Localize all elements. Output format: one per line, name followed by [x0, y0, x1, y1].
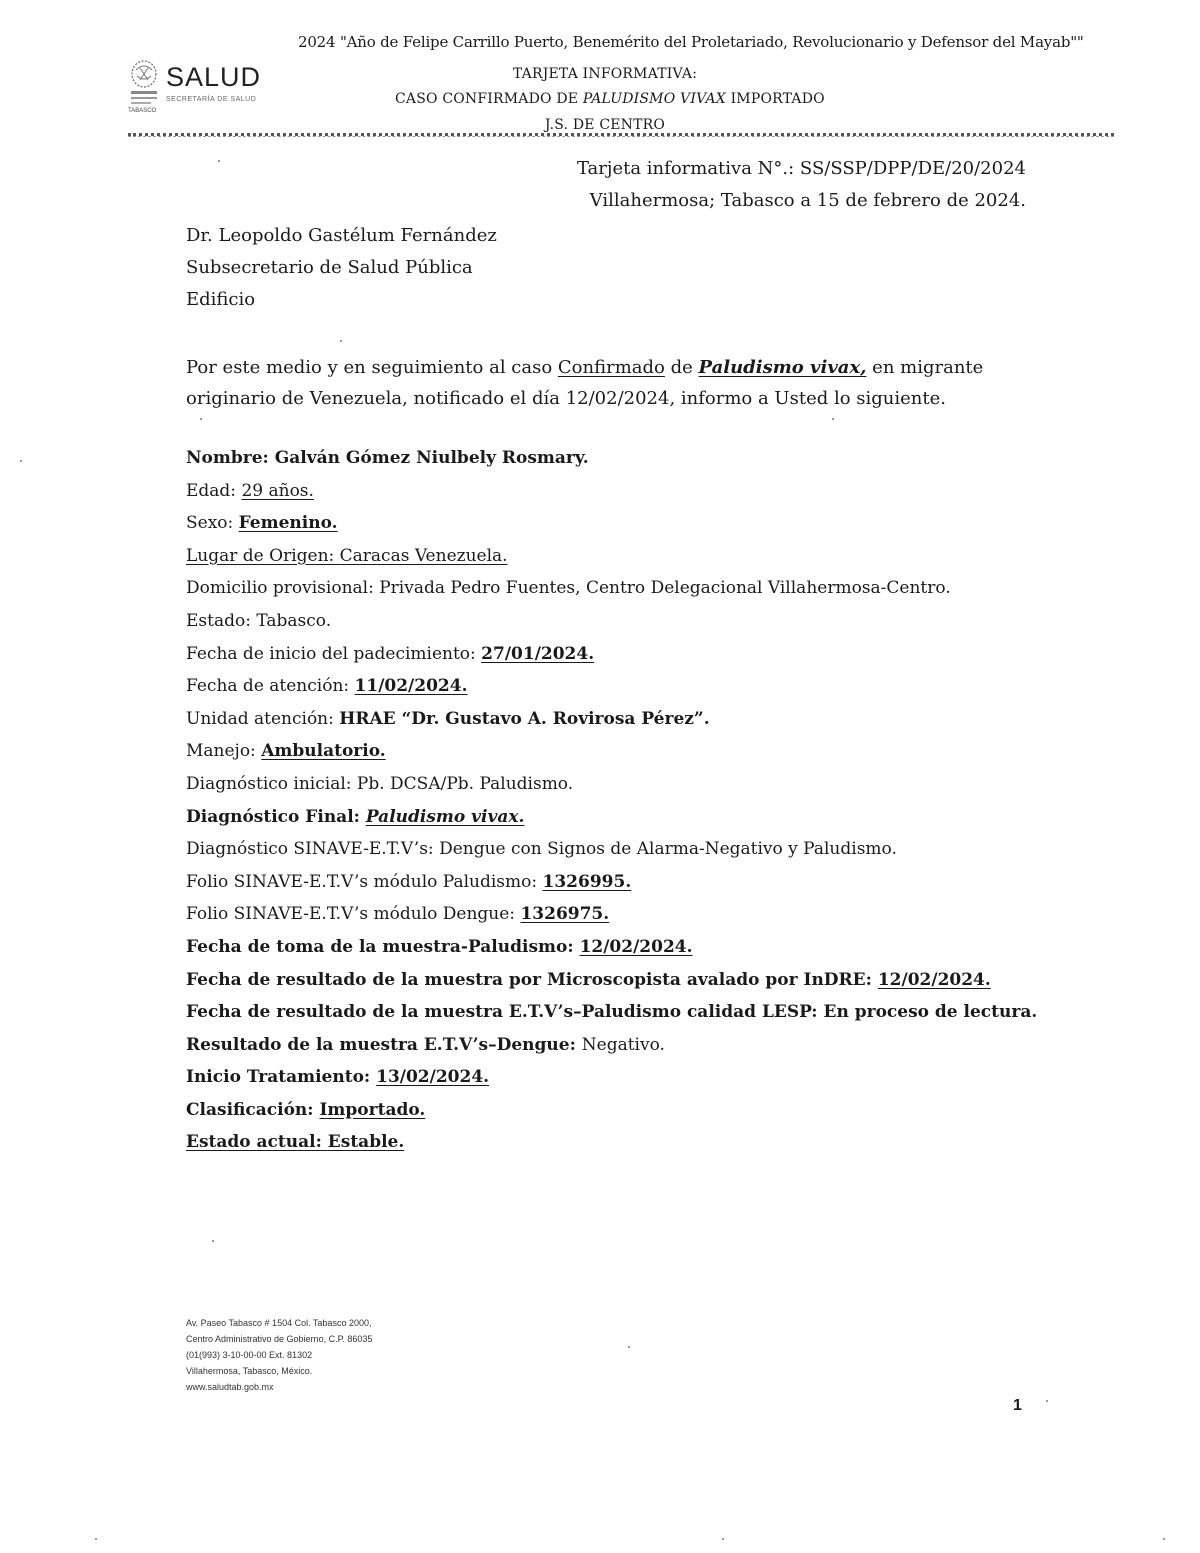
field-folio-paludismo	[186, 869, 1066, 902]
field-label: Fecha de atención:	[186, 676, 355, 697]
field-value: Galván Gómez Niulbely Rosmary.	[274, 448, 589, 468]
footer-line: Centro Administrativo de Gobierno, C.P. 86035	[186, 1334, 373, 1344]
field-state	[186, 608, 1066, 641]
field-label: Lugar de Origen:	[186, 545, 340, 566]
field-origin	[186, 543, 1066, 576]
field-current-status	[186, 1129, 1066, 1162]
field-value: 29 años.	[241, 480, 314, 501]
field-label: Sexo:	[186, 513, 239, 534]
scan-speck	[212, 1240, 214, 1242]
field-value: 1326995.	[542, 871, 632, 892]
field-final-diagnosis	[186, 804, 1066, 837]
field-sex	[186, 510, 1066, 543]
field-label: Nombre:	[186, 448, 275, 468]
field-label: Folio SINAVE-E.T.V’s módulo Paludismo:	[186, 871, 543, 892]
field-classification	[186, 1097, 1066, 1130]
field-label: Estado:	[186, 610, 257, 631]
header-motto: 2024 "Año de Felipe Carrillo Puerto, Benemérito del Proletariado, Revolucionario y Defensor del Mayab""	[298, 33, 1084, 51]
field-label: Folio SINAVE-E.T.V’s módulo Dengue:	[186, 904, 521, 925]
field-dengue-result	[186, 1032, 1066, 1065]
field-value: 1326975.	[520, 904, 610, 925]
field-label: Manejo:	[186, 741, 262, 762]
page-number: 1	[1013, 1397, 1022, 1414]
field-value: 27/01/2024.	[481, 643, 595, 664]
field-value: Privada Pedro Fuentes, Centro Delegacional Villahermosa-Centro.	[379, 578, 951, 599]
field-label: Fecha de resultado de la muestra por Microscopista avalado por InDRE:	[186, 969, 878, 990]
place-date: Villahermosa; Tabasco a 15 de febrero de 2024.	[589, 190, 1026, 211]
field-label: Clasificación:	[186, 1099, 320, 1120]
footer-line: Villahermosa, Tabasco, México.	[186, 1366, 313, 1376]
field-label: Edad:	[186, 480, 242, 501]
scan-speck	[1046, 1400, 1048, 1402]
field-label: Domicilio provisional:	[186, 578, 380, 599]
intro-paragraph	[186, 352, 1036, 414]
field-attention-date	[186, 673, 1066, 706]
field-label: Diagnóstico SINAVE-E.T.V’s:	[186, 839, 440, 860]
field-value: Paludismo vivax.	[365, 806, 525, 827]
scan-speck	[20, 460, 22, 462]
field-microscopy-result-date	[186, 967, 1066, 1000]
field-value: 12/02/2024.	[877, 969, 991, 990]
jurisdiction-heading: J.S. DE CENTRO	[544, 117, 666, 133]
footer-line: Av. Paseo Tabasco # 1504 Col. Tabasco 2000,	[186, 1318, 372, 1328]
scan-speck	[200, 418, 202, 420]
intro-part1: Por este medio y en seguimiento al caso	[186, 357, 558, 378]
field-name	[186, 445, 1066, 478]
coat-of-arms-icon	[128, 58, 160, 110]
scan-speck	[218, 160, 220, 162]
field-folio-dengue	[186, 901, 1066, 934]
scan-speck	[95, 1538, 97, 1540]
field-label: Unidad atención:	[186, 708, 340, 729]
field-label: Diagnóstico inicial:	[186, 773, 357, 794]
addressee-location: Edificio	[186, 289, 256, 310]
field-value: 11/02/2024.	[354, 676, 468, 697]
scan-speck	[340, 340, 342, 342]
field-value: Importado.	[319, 1099, 426, 1120]
field-value: 13/02/2024.	[376, 1067, 490, 1088]
scan-speck	[628, 1346, 630, 1348]
field-label: Fecha de toma de la muestra-Paludismo:	[186, 936, 580, 957]
field-initial-diagnosis	[186, 771, 1066, 804]
case-heading	[395, 91, 825, 107]
field-value: En proceso de lectura.	[823, 1002, 1038, 1023]
intro-part3: en migrante originario de Venezuela, notificado el día 12/02/2024, informo a Usted lo siguiente.	[186, 357, 984, 409]
scan-speck	[1163, 1538, 1165, 1540]
field-label: Fecha de inicio del padecimiento:	[186, 643, 482, 664]
field-value: Estable.	[327, 1132, 405, 1153]
field-value: HRAE “Dr. Gustavo A. Rovirosa Pérez”.	[339, 708, 710, 729]
field-sample-date	[186, 934, 1066, 967]
addressee-title: Subsecretario de Salud Pública	[186, 257, 473, 278]
field-onset-date	[186, 641, 1066, 674]
field-sinave-diagnosis	[186, 836, 1066, 869]
field-lesp-result	[186, 999, 1066, 1032]
field-address	[186, 575, 1066, 608]
intro-confirmed: Confirmado	[557, 357, 665, 378]
logo-state: TABASCO	[128, 108, 157, 114]
field-value: 12/02/2024.	[579, 936, 693, 957]
field-label: Fecha de resultado de la muestra E.T.V’s–Paludismo calidad LESP:	[186, 1002, 824, 1023]
footer-line: (01(993) 3-10-00-00 Ext. 81302	[186, 1350, 313, 1360]
reference-number: Tarjeta informativa N°.: SS/SSP/DPP/DE/20/2024	[576, 158, 1026, 179]
field-value: Pb. DCSA/Pb. Paludismo.	[356, 773, 574, 794]
field-label: Diagnóstico Final:	[186, 806, 366, 827]
case-fields	[186, 445, 1066, 1162]
footer-address	[186, 1315, 372, 1395]
field-label: Estado actual:	[186, 1132, 328, 1153]
intro-part2: de	[664, 357, 699, 378]
field-value: Ambulatorio.	[261, 741, 386, 762]
field-value: Dengue con Signos de Alarma-Negativo y Paludismo.	[439, 839, 897, 860]
case-heading-prefix: CASO CONFIRMADO DE	[395, 91, 583, 107]
field-care-unit	[186, 706, 1066, 739]
field-treatment-start	[186, 1064, 1066, 1097]
case-heading-disease: PALUDISMO VIVAX	[582, 91, 726, 107]
header-divider-shadow	[128, 136, 1114, 137]
logo-subtitle: SECRETARÍA DE SALUD	[166, 96, 257, 103]
scan-speck	[722, 1538, 724, 1540]
field-management	[186, 738, 1066, 771]
scan-speck	[832, 418, 834, 420]
field-label: Inicio Tratamiento:	[186, 1067, 377, 1088]
field-label: Resultado de la muestra E.T.V’s–Dengue:	[186, 1034, 582, 1055]
field-value: Tabasco.	[256, 610, 332, 631]
addressee-name: Dr. Leopoldo Gastélum Fernández	[186, 225, 497, 246]
intro-disease: Paludismo vivax,	[698, 357, 867, 378]
salud-logo	[128, 58, 298, 118]
field-value: Negativo.	[581, 1034, 665, 1055]
field-value: Caracas Venezuela.	[339, 545, 508, 566]
case-heading-suffix: IMPORTADO	[725, 91, 825, 107]
footer-line: www.saludtab.gob.mx	[186, 1382, 274, 1392]
logo-wordmark: SALUD	[166, 62, 262, 92]
field-value: Femenino.	[238, 513, 338, 534]
doc-type-heading: TARJETA INFORMATIVA:	[512, 66, 698, 82]
field-age	[186, 478, 1066, 511]
